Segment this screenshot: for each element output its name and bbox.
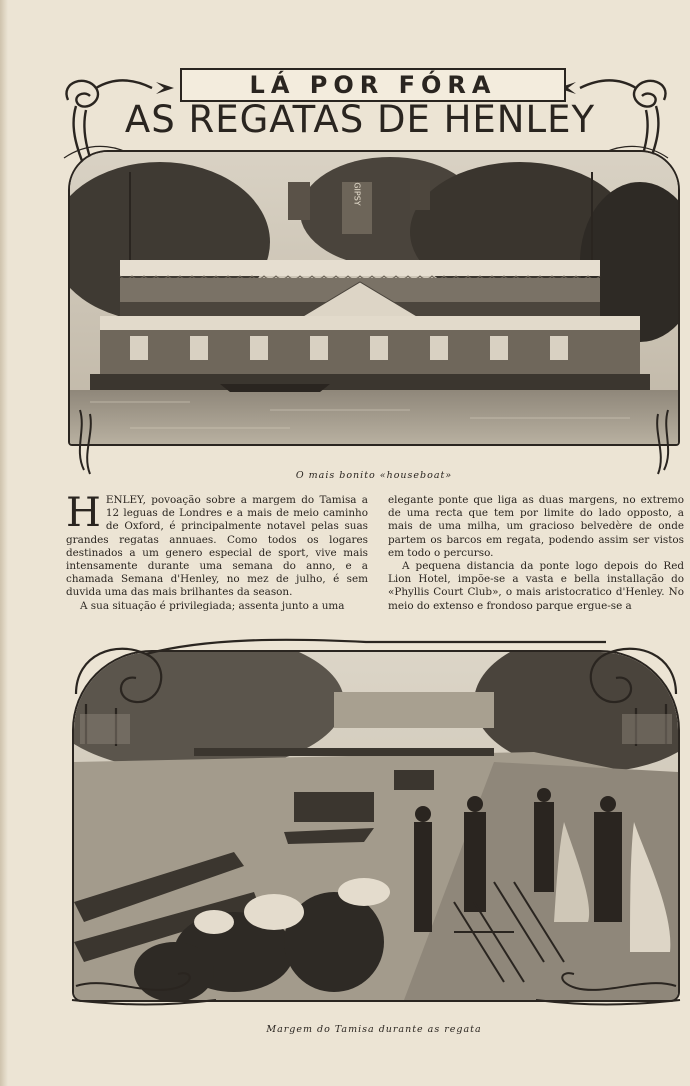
photo2-bottom-ornament bbox=[66, 966, 686, 1012]
article-paragraph: elegante ponte que liga as duas margens, no extremo de uma recta que tem por limite do lado opposto, a mais de uma milha, um gracioso belvedère de onde partem os barcos em regata, podendo assim ser vistos em todo o percurso. bbox=[388, 494, 684, 559]
article-paragraph: A pequena distancia da ponte logo depois do Red Lion Hotel, impõe-se a vasta e bella installação do «Phyllis Court Club», o mais aristocratico d'Henley. No meio do extenso e frondoso parque ergue-se a bbox=[388, 560, 684, 612]
article-paragraph: A sua situação é privilegiada; assenta junto a uma bbox=[80, 599, 345, 612]
article-text: ENLEY, povoação sobre a margem do Tamisa a 12 leguas de Londres e a mais de meio caminho de Oxford, é principalmente notavel pelas suas grandes regatas annuaes. Como todos os logares destinados a um genero especial de sport, vive mais intensamente durante uma semana do anno, e a chamada Semana d'Henley, no mez de julho, é sem duvida uma das mais brilhantes da season. bbox=[66, 494, 368, 599]
header-plate bbox=[180, 68, 566, 102]
photo2-top-ornament bbox=[66, 634, 686, 754]
photo2-caption: Margem do Tamisa durante as regata bbox=[266, 1024, 482, 1035]
photo1-caption: O mais bonito «houseboat» bbox=[295, 470, 453, 481]
page-gutter bbox=[0, 0, 8, 1086]
section-kicker: LÁ POR FÓRA bbox=[249, 71, 497, 99]
page-title: AS REGATAS DE HENLEY bbox=[124, 98, 596, 141]
article-paragraph bbox=[66, 490, 368, 600]
article-column-1 bbox=[66, 490, 368, 613]
drop-cap: H bbox=[66, 490, 101, 536]
gipsy-flag-text: GIPSY bbox=[352, 182, 362, 206]
photo1-frame-ornament bbox=[60, 400, 688, 480]
article-column-2 bbox=[388, 494, 684, 613]
